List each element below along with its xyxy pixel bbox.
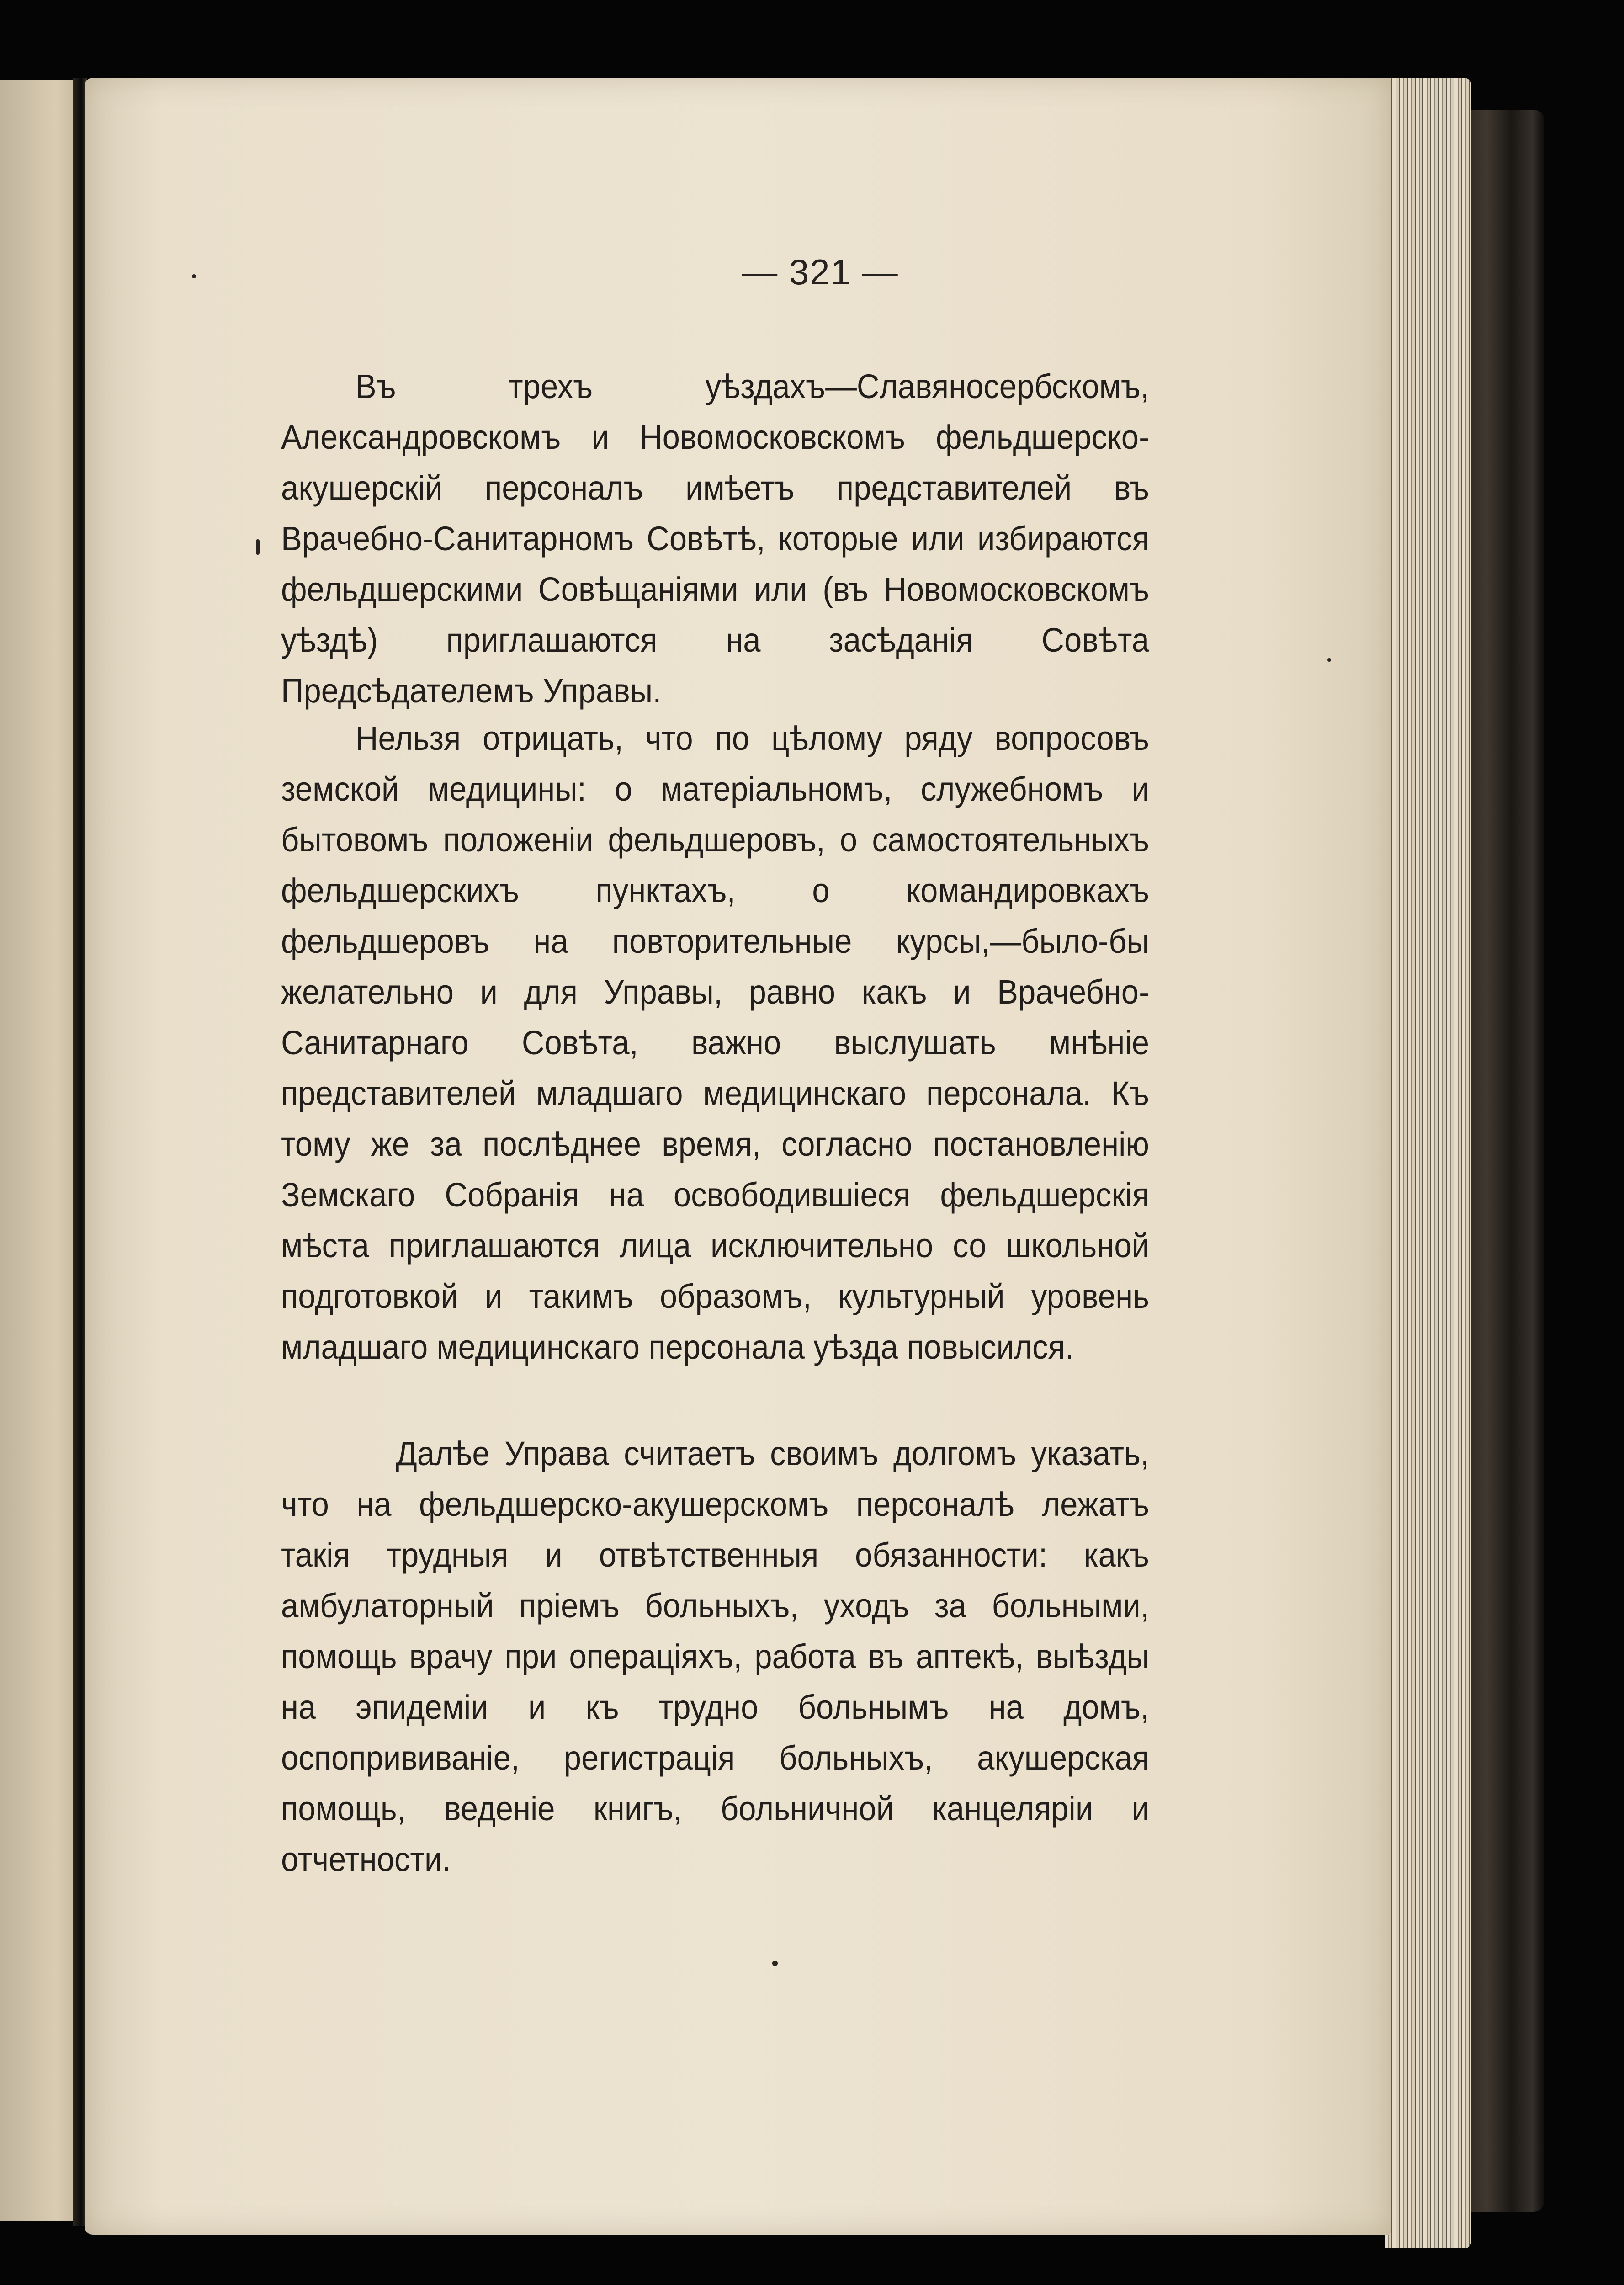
paragraph-2: Нельзя отрицать, что по цѣлому ряду вопросовъ земской медицины: о матеріальномъ, служебномъ и бытовомъ положеніи фельдшеровъ, о самостоятельныхъ фельдшерскихъ пунктахъ, о командировкахъ фельдшеровъ на повторительные курсы,—было-бы желательно и для Управы, равно какъ и Врачебно-Санитарнаго Совѣта, важно выслушать мнѣніе представителей младшаго медицинскаго персонала. Къ тому же за послѣднее время, согласно постановленію Земскаго Собранія на освободившіеся фельдшерскія мѣста приглашаются лица исключительно со школьной подготовкой и такимъ образомъ, культурный уровень младшаго медицинскаго персонала уѣзда повысился. bbox=[281, 719, 1149, 1366]
book-cover-edge bbox=[1462, 110, 1544, 2212]
ink-speck bbox=[192, 274, 196, 278]
page-stack-edges bbox=[1385, 78, 1471, 2248]
paragraph-1: Въ трехъ уѣздахъ—Славяносербскомъ, Александровскомъ и Новомосковскомъ фельдшерско-акушерскій персоналъ имѣетъ представителей въ Врачебно-Санитарномъ Совѣтѣ, которые или избираются фельдшерскими Совѣщаніями или (въ Новомосковскомъ уѣздѣ) приглашаются на засѣданія Совѣта Предсѣдателемъ Управы. bbox=[281, 367, 1149, 710]
ink-speck bbox=[772, 1961, 778, 1966]
paragraph-3: Далѣе Управа считаетъ своимъ долгомъ указать, что на фельдшерско-акушерскомъ персоналѣ лежатъ такія трудныя и отвѣтственныя обязанности: какъ амбулаторный пріемъ больныхъ, уходъ за больными, помощь врачу при операціяхъ, работа въ аптекѣ, выѣзды на эпидеміи и къ трудно больнымъ на домъ, оспопрививаніе, регистрація больныхъ, акушерская помощь, веденіе книгъ, больничной канцеляріи и отчетности. bbox=[281, 1435, 1149, 1878]
previous-page-edge bbox=[0, 80, 81, 2221]
ink-speck bbox=[256, 539, 260, 555]
page-number: — 321 — bbox=[742, 252, 899, 292]
ink-speck bbox=[1327, 658, 1331, 662]
